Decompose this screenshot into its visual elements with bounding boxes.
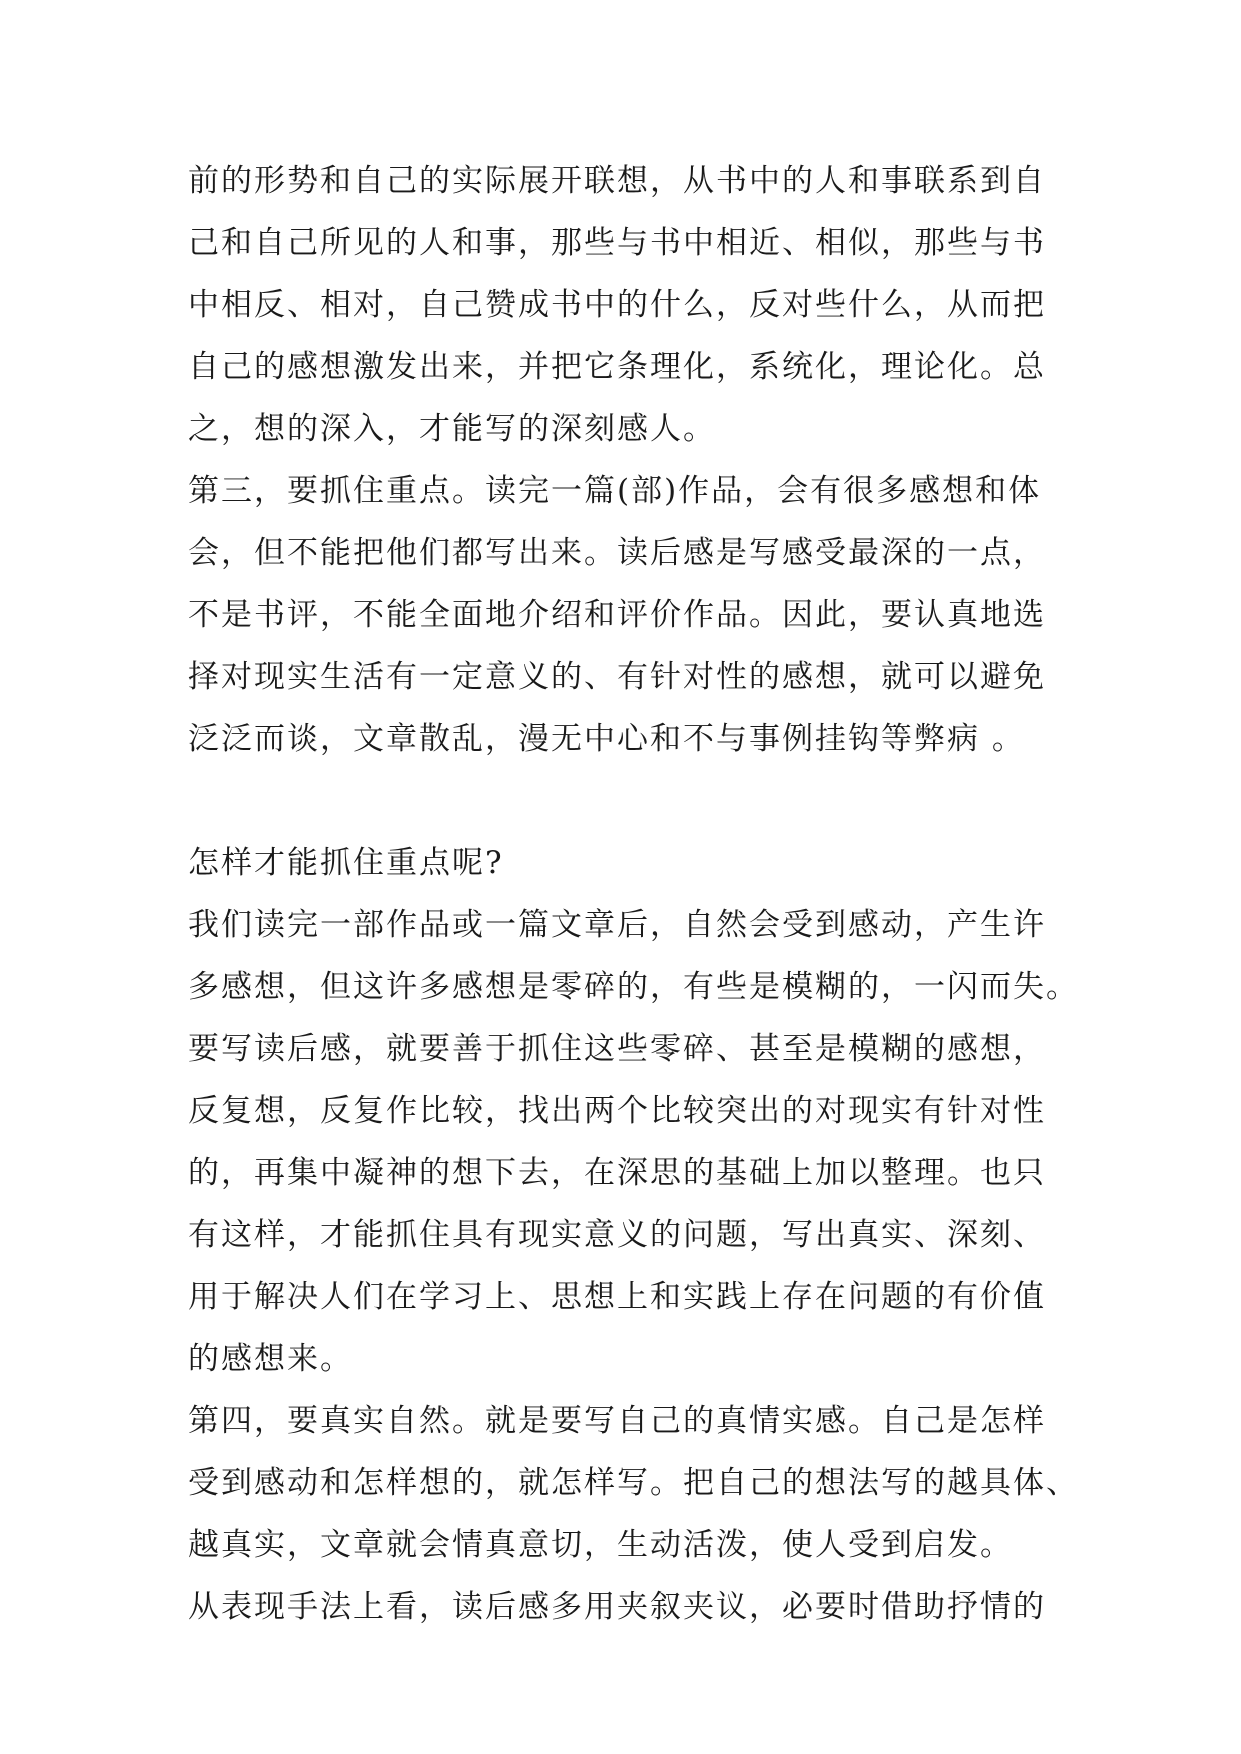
text-line: 反复想，反复作比较，找出两个比较突出的对现实有针对性	[188, 1093, 1046, 1129]
text-line: 用于解决人们在学习上、思想上和实践上存在问题的有价值	[188, 1279, 1046, 1315]
text-line: 前的形势和自己的实际展开联想，从书中的人和事联系到自	[188, 163, 1046, 199]
document-body	[188, 150, 1078, 1638]
text-line: 泛泛而谈，文章散乱，漫无中心和不与事例挂钩等弊病 。	[188, 721, 1025, 757]
text-line: 中相反、相对，自己赞成书中的什么，反对些什么，从而把	[188, 287, 1046, 323]
text-line: 多感想，但这许多感想是零碎的，有些是模糊的，一闪而失。	[188, 969, 1079, 1005]
text-line: 自己的感想激发出来，并把它条理化，系统化，理论化。总	[188, 349, 1046, 385]
text-line: 不是书评，不能全面地介绍和评价作品。因此，要认真地选	[188, 597, 1046, 633]
text-line: 会，但不能把他们都写出来。读后感是写感受最深的一点，	[188, 535, 1046, 571]
text-line: 有这样，才能抓住具有现实意义的问题，写出真实、深刻、	[188, 1217, 1046, 1253]
text-line: 要写读后感，就要善于抓住这些零碎、甚至是模糊的感想，	[188, 1031, 1046, 1067]
text-line: 之，想的深入，才能写的深刻感人。	[188, 411, 716, 447]
text-line: 的，再集中凝神的想下去，在深思的基础上加以整理。也只	[188, 1155, 1046, 1191]
text-line: 从表现手法上看，读后感多用夹叙夹议，必要时借助抒情的	[188, 1589, 1046, 1625]
text-line: 越真实，文章就会情真意切，生动活泼，使人受到启发。	[188, 1527, 1013, 1563]
text-line: 己和自己所见的人和事，那些与书中相近、相似，那些与书	[188, 225, 1046, 261]
text-line: 第三，要抓住重点。读完一篇(部)作品，会有很多感想和体	[188, 473, 1042, 509]
text-line: 受到感动和怎样想的，就怎样写。把自己的想法写的越具体、	[188, 1465, 1079, 1501]
text-line: 择对现实生活有一定意义的、有针对性的感想，就可以避免	[188, 659, 1046, 695]
text-line: 第四，要真实自然。就是要写自己的真情实感。自己是怎样	[188, 1403, 1046, 1439]
section-question: 怎样才能抓住重点呢?	[188, 845, 504, 881]
text-line: 我们读完一部作品或一篇文章后，自然会受到感动，产生许	[188, 907, 1046, 943]
blank-line	[188, 770, 1078, 832]
text-line: 的感想来。	[188, 1341, 353, 1377]
